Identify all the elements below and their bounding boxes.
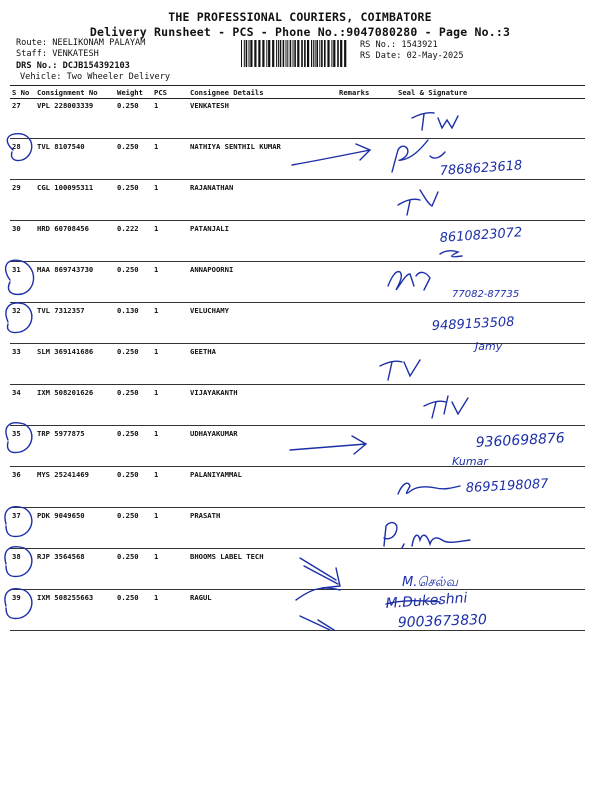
barcode-bar — [315, 40, 316, 67]
row-pcs: 1 — [154, 347, 159, 356]
handwritten-phone: 9489153508 — [431, 314, 515, 334]
row-consignment: IXM 508201626 — [37, 388, 94, 397]
row-pcs: 1 — [154, 388, 159, 397]
row-consignment: RJP 3564568 — [37, 552, 85, 561]
barcode-bar — [321, 40, 323, 67]
barcode-bar — [262, 40, 264, 67]
table-row — [10, 138, 585, 180]
barcode-bar — [324, 40, 326, 67]
row-consignee: ANNAPOORNI — [190, 265, 234, 274]
staff-line — [16, 49, 99, 59]
barcode-bar — [316, 40, 318, 67]
handwritten-phone: 8695198087 — [465, 476, 549, 496]
row-pcs: 1 — [154, 183, 159, 192]
barcode-bar — [331, 40, 332, 67]
drs-line — [16, 61, 130, 71]
vehicle-label: Vehicle: — [20, 72, 62, 82]
rs-no-value: 1543921 — [401, 40, 438, 50]
barcode-bar — [344, 40, 346, 67]
rs-date-line — [360, 51, 464, 61]
row-consignment: HRD 60708456 — [37, 224, 89, 233]
row-consignee: RAGUL — [190, 593, 212, 602]
handwritten-phone: 8610823072 — [439, 225, 523, 246]
barcode-bar — [254, 40, 256, 67]
row-pcs: 1 — [154, 552, 159, 561]
table-row — [10, 384, 585, 426]
row-weight: 0.250 — [117, 101, 139, 110]
drs-label: DRS No.: — [16, 61, 58, 71]
row-consignee: PRASATH — [190, 511, 221, 520]
table-row — [10, 466, 585, 508]
barcode-bar — [266, 40, 267, 67]
row-consignment: TVL 7312357 — [37, 306, 85, 315]
table-row — [10, 97, 585, 139]
row-sno: 34 — [12, 388, 21, 397]
rs-date-label: RS Date: — [360, 51, 402, 61]
table-row — [10, 589, 585, 631]
runsheet-subtitle: Delivery Runsheet - PCS - Phone No.:9047080280 - Page No.:3 — [89, 25, 511, 39]
barcode-bar — [272, 40, 274, 67]
barcode-bar — [278, 40, 279, 67]
col-consignee: Consignee Details — [190, 87, 264, 97]
row-weight: 0.250 — [117, 142, 139, 151]
row-weight: 0.250 — [117, 183, 139, 192]
route-label: Route: — [16, 38, 48, 48]
table-row — [10, 220, 585, 262]
row-sno: 32 — [12, 306, 21, 315]
handwritten-phone: 7868623618 — [439, 158, 523, 179]
table-row — [10, 302, 585, 344]
table-row — [10, 261, 585, 303]
row-weight: 0.250 — [117, 511, 139, 520]
handwritten-name: Jamy — [475, 340, 503, 353]
row-sno: 30 — [12, 224, 21, 233]
row-consignment: TVL 8107540 — [37, 142, 85, 151]
row-consignment: MAA 869743730 — [37, 265, 94, 274]
row-pcs: 1 — [154, 142, 159, 151]
row-consignee: RAJANATHAN — [190, 183, 234, 192]
barcode-bar — [280, 40, 282, 67]
barcode-bar — [337, 40, 339, 67]
handwritten-name: M.Dukeshni — [385, 590, 468, 612]
barcode-bar — [294, 40, 296, 67]
barcode — [240, 40, 350, 67]
row-weight: 0.222 — [117, 224, 139, 233]
barcode-bar — [283, 40, 285, 67]
barcode-bar — [246, 40, 248, 67]
rs-no-line — [360, 40, 438, 50]
row-consignee: UDHAYAKUMAR — [190, 429, 238, 438]
barcode-bar — [319, 40, 320, 67]
row-weight: 0.250 — [117, 388, 139, 397]
vehicle-line — [20, 72, 170, 82]
table-row — [10, 507, 585, 549]
row-sno: 38 — [12, 552, 21, 561]
row-pcs: 1 — [154, 593, 159, 602]
col-seal-signature: Seal & Signature — [398, 87, 468, 97]
row-consignment: TRP 5977875 — [37, 429, 85, 438]
row-consignment: SLM 369141686 — [37, 347, 94, 356]
drs-value: DCJB154392103 — [62, 61, 130, 71]
row-weight: 0.250 — [117, 593, 139, 602]
barcode-bar — [258, 40, 260, 67]
handwritten-name: Kumar — [452, 455, 488, 468]
row-consignee: VIJAYAKANTH — [190, 388, 238, 397]
row-sno: 36 — [12, 470, 21, 479]
barcode-bar — [249, 40, 250, 67]
handwritten-name: M.செல்வ — [402, 575, 458, 590]
col-consignment: Consignment No — [37, 87, 98, 97]
col-weight: Weight — [117, 87, 143, 97]
table-row — [10, 425, 585, 467]
row-sno: 29 — [12, 183, 21, 192]
rs-no-label: RS No.: — [360, 40, 397, 50]
row-pcs: 1 — [154, 306, 159, 315]
row-sno: 27 — [12, 101, 21, 110]
handwritten-phone: 9003673830 — [397, 611, 488, 631]
barcode-bar — [241, 40, 242, 67]
table-row — [10, 343, 585, 385]
row-weight: 0.250 — [117, 470, 139, 479]
table-row — [10, 179, 585, 221]
col-remarks: Remarks — [339, 87, 370, 97]
row-pcs: 1 — [154, 101, 159, 110]
row-consignment: IXM 508255663 — [37, 593, 94, 602]
row-pcs: 1 — [154, 265, 159, 274]
row-consignment: CGL 100095311 — [37, 183, 94, 192]
barcode-bar — [268, 40, 270, 67]
row-pcs: 1 — [154, 429, 159, 438]
row-weight: 0.250 — [117, 552, 139, 561]
barcode-bar — [304, 40, 306, 67]
barcode-bar — [286, 40, 287, 67]
row-consignee: NATHIYA SENTHIL KUMAR — [190, 142, 281, 151]
row-consignment: MYS 25241469 — [37, 470, 89, 479]
row-weight: 0.250 — [117, 429, 139, 438]
route-line — [16, 38, 145, 48]
handwritten-phone: 77082-87735 — [452, 289, 520, 300]
company-title: THE PROFESSIONAL COURIERS, COIMBATORE — [168, 10, 432, 24]
row-weight: 0.250 — [117, 347, 139, 356]
row-sno: 28 — [12, 142, 21, 151]
row-pcs: 1 — [154, 224, 159, 233]
barcode-bar — [340, 40, 342, 67]
row-sno: 33 — [12, 347, 21, 356]
row-consignee: VELUCHAMY — [190, 306, 229, 315]
row-sno: 39 — [12, 593, 21, 602]
barcode-bar — [276, 40, 277, 67]
barcode-bar — [313, 40, 314, 67]
row-consignee: VENKATESH — [190, 101, 229, 110]
row-sno: 35 — [12, 429, 21, 438]
row-pcs: 1 — [154, 511, 159, 520]
handwritten-phone: 9360698876 — [475, 430, 566, 451]
row-consignee: BHOOMS LABEL TECH — [190, 552, 264, 561]
vehicle-value: Two Wheeler Delivery — [66, 72, 171, 82]
staff-label: Staff: — [16, 49, 48, 59]
barcode-bar — [311, 40, 312, 67]
row-consignment: PDK 9049650 — [37, 511, 85, 520]
row-consignee: PALANIYAMMAL — [190, 470, 242, 479]
rs-date-value: 02-May-2025 — [406, 51, 464, 61]
row-weight: 0.250 — [117, 265, 139, 274]
barcode-bar — [333, 40, 335, 67]
table-row — [10, 548, 585, 590]
row-weight: 0.130 — [117, 306, 139, 315]
row-pcs: 1 — [154, 470, 159, 479]
row-consignee: GEETHA — [190, 347, 216, 356]
barcode-bar — [307, 40, 309, 67]
barcode-bar — [293, 40, 294, 67]
barcode-bar — [297, 40, 299, 67]
row-consignment: VPL 228003339 — [37, 101, 94, 110]
row-consignee: PATANJALI — [190, 224, 229, 233]
col-sno: S No — [12, 87, 30, 97]
barcode-bar — [244, 40, 245, 67]
row-sno: 37 — [12, 511, 21, 520]
barcode-bar — [327, 40, 329, 67]
barcode-bar — [301, 40, 303, 67]
row-sno: 31 — [12, 265, 21, 274]
barcode-bar — [287, 40, 288, 67]
barcode-bar — [290, 40, 292, 67]
route-value: NEELIKONAM PALAYAM — [52, 38, 146, 48]
barcode-bar — [250, 40, 252, 67]
staff-value: VENKATESH — [52, 49, 99, 59]
col-pcs: PCS — [154, 87, 167, 97]
